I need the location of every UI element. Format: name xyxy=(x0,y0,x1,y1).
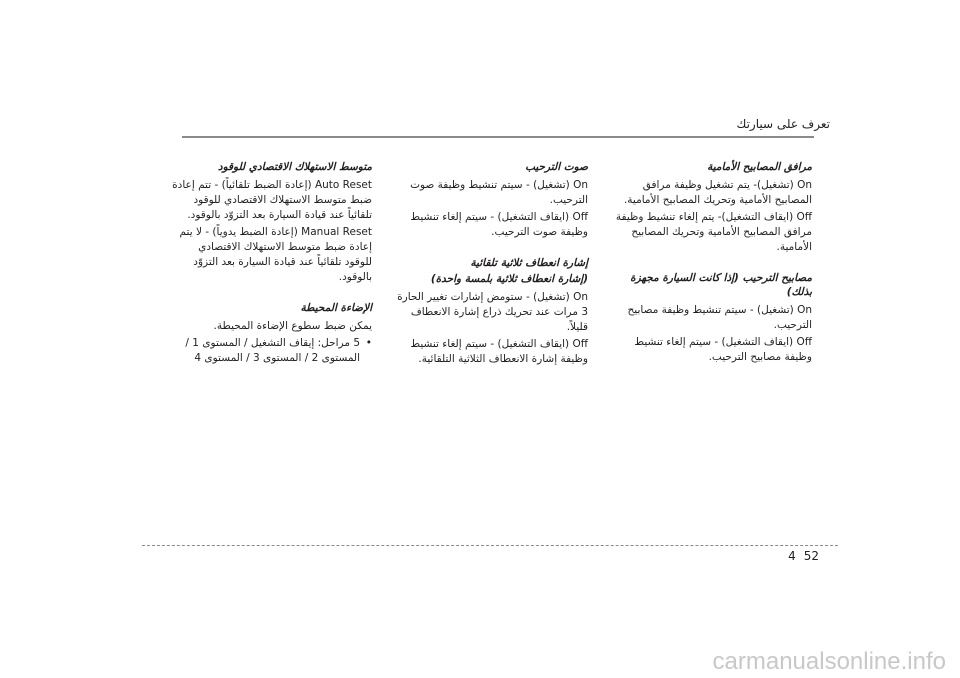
column-left xyxy=(172,160,372,368)
column-middle xyxy=(388,160,588,369)
paragraph-welcome-light-on: On (تشغيل) - سيتم تنشيط وظيفة مصابيح الترحيب. xyxy=(627,304,812,331)
section-title-auto-turn-signal: إشارة انعطاف ثلاثية تلقائية xyxy=(470,257,588,269)
section-title-welcome-sound: صوت الترحيب xyxy=(525,161,588,173)
section-title-ambient-light: الإضاءة المحيطة xyxy=(300,302,372,314)
header-divider xyxy=(182,136,814,138)
paragraph-welcome-light-off: Off (ايقاف التشغيل) - سيتم إلغاء تنشيط وظيفة مصابيح الترحيب. xyxy=(634,336,812,363)
paragraph-turn-signal-off: Off (ايقاف التشغيل) - سيتم إلغاء تنشيط وظيفة إشارة الانعطاف الثلاثية التلقائية. xyxy=(410,338,588,365)
bullet-ambient-levels: 5 مراحل: إيقاف التشغيل / المستوى 1 / المستوى 2 / المستوى 3 / المستوى 4 xyxy=(185,337,360,364)
paragraph-welcome-sound-on: On (تشغيل) - سيتم تنشيط وظيفة صوت الترحيب. xyxy=(410,179,588,206)
section-subtitle-one-touch-signal: (إشارة انعطاف ثلاثية بلمسة واحدة) xyxy=(430,273,588,285)
footer-divider xyxy=(142,545,838,546)
section-title-welcome-light: مصابيح الترحيب (إذا كانت السيارة مجهزة بذلك) xyxy=(630,272,812,298)
section-title-fuel-economy: متوسط الاستهلاك الاقتصادي للوقود xyxy=(217,161,372,173)
paragraph-ambient-light: يمكن ضبط سطوع الإضاءة المحيطة. xyxy=(213,320,372,332)
paragraph-fuel-auto-reset: Auto Reset (إعادة الضبط تلقائياً) - تتم إعادة ضبط متوسط الاستهلاك الاقتصادي للوقود تلقائياً عند قيادة السيارة بعد التزوّد بالوقود. xyxy=(172,179,372,221)
paragraph-headlight-escort-off: Off (ايقاف التشغيل)- يتم إلغاء تنشيط وظيفة مرافق المصابيح الأمامية وتحريك المصابيح الأمامية. xyxy=(615,211,812,253)
paragraph-fuel-manual-reset: Manual Reset (إعادة الضبط يدوياً) - لا يتم إعادة ضبط متوسط الاستهلاك الاقتصادي للوقود تلقائياً عند قيادة السيارة بعد التزوّد بالوقود. xyxy=(179,226,372,283)
column-right xyxy=(612,160,812,367)
page-number-value: 52 xyxy=(803,549,819,563)
section-title-headlight-escort: مرافق المصابيح الأمامية xyxy=(707,161,812,173)
page-header-title: تعرف على سيارتك xyxy=(736,117,830,131)
bullet-icon: • xyxy=(365,337,372,349)
paragraph-turn-signal-on: On (تشغيل) - ستومض إشارات تغيير الحارة 3 مرات عند تحريك ذراع إشارة الانعطاف قليلاً. xyxy=(397,291,588,333)
page-number xyxy=(788,549,819,563)
chapter-number: 4 xyxy=(788,549,796,563)
list-item xyxy=(172,336,372,368)
paragraph-welcome-sound-off: Off (ايقاف التشغيل) - سيتم إلغاء تنشيط وظيفة صوت الترحيب. xyxy=(410,211,588,238)
paragraph-headlight-escort-on: On (تشغيل)- يتم تشغيل وظيفة مرافق المصابيح الأمامية وتحريك المصابيح الأمامية. xyxy=(623,179,812,206)
watermark-text: carmanualsonline.info xyxy=(712,648,946,675)
